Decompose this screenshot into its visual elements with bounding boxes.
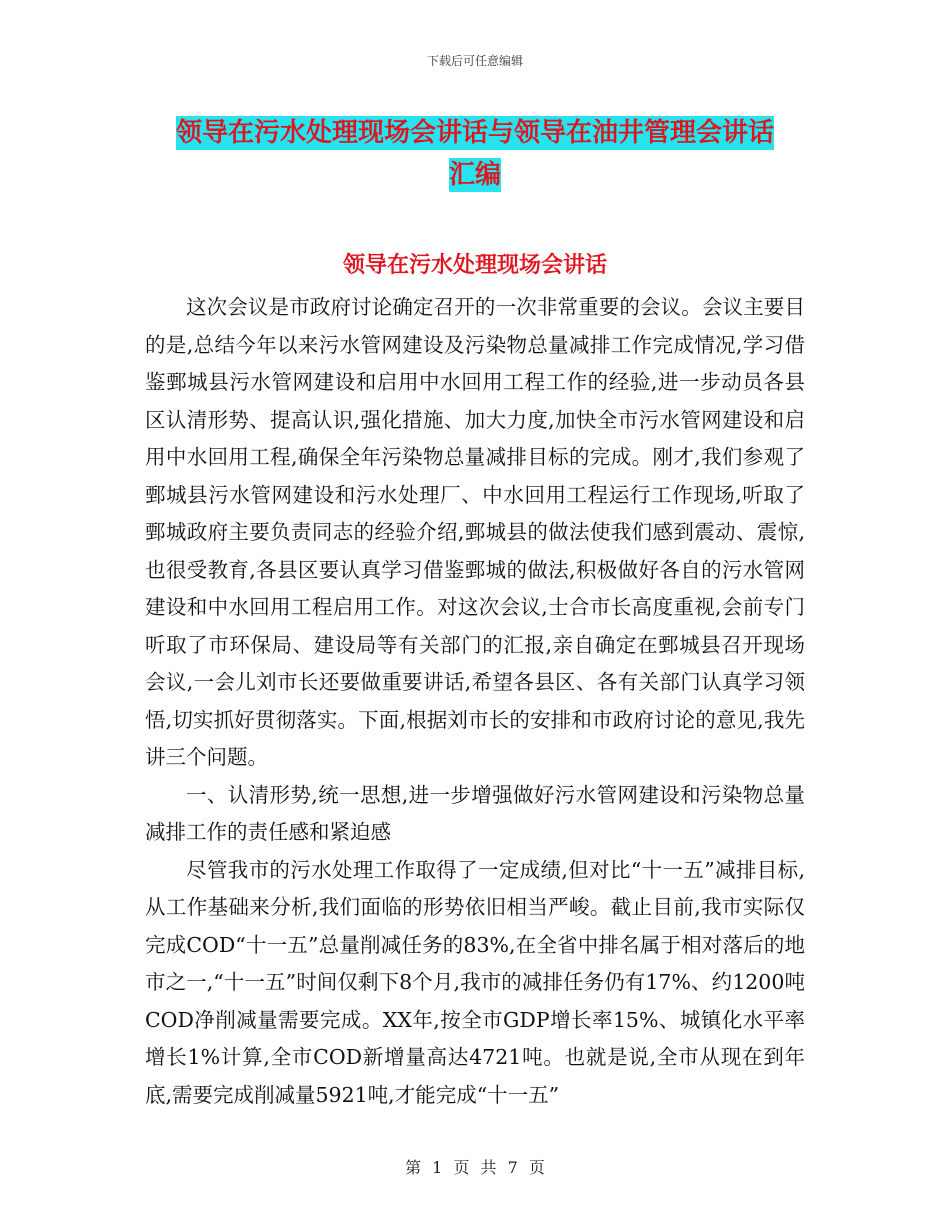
- body-text: [145, 289, 805, 1114]
- document-title-line-1: 领导在污水处理现场会讲话与领导在油井管理会讲话: [175, 118, 774, 148]
- page-number-footer: 第 1 页 共 7 页: [405, 1158, 545, 1177]
- paragraph-heading-one: 一、认清形势,统一思想,进一步增强做好污水管网建设和污染物总量减排工作的责任感和紧迫感: [145, 782, 805, 844]
- document-title: [145, 112, 805, 196]
- document-title-line-2: 汇编: [448, 160, 501, 190]
- section-title: 领导在污水处理现场会讲话: [342, 253, 607, 278]
- header-note: 下载后可任意编辑: [426, 54, 523, 68]
- paragraph-intro: 这次会议是市政府讨论确定召开的一次非常重要的会议。会议主要目的是,总结今年以来污水管网建设及污染物总量减排工作完成情况,学习借鉴鄄城县污水管网建设和启用中水回用工程工作的经验,进一步动员各县区认清形势、提高认识,强化措施、加大力度,加快全市污水管网建设和启用中水回用工程,确保全年污染物总量减排目标的完成。刚才,我们参观了鄄城县污水管网建设和污水处理厂、中水回用工程运行工作现场,听取了鄄城政府主要负责同志的经验介绍,鄄城县的做法使我们感到震动、震惊,也很受教育,各县区要认真学习借鉴鄄城的做法,积极做好各自的污水管网建设和中水回用工程启用工作。对这次会议,士合市长高度重视,会前专门听取了市环保局、建设局等有关部门的汇报,亲自确定在鄄城县召开现场会议,一会儿刘市长还要做重要讲话,希望各县区、各有关部门认真学习领悟,切实抓好贯彻落实。下面,根据刘市长的安排和市政府讨论的意见,我先讲三个问题。: [145, 295, 805, 769]
- paragraph-situation: 尽管我市的污水处理工作取得了一定成绩,但对比“十一五”减排目标,从工作基础来分析,我们面临的形势依旧相当严峻。截止目前,我市实际仅完成COD“十一五”总量削减任务的83%,在全省中排名属于相对落后的地市之一,“十一五”时间仅剩下8个月,我市的减排任务仍有17%、约1200吨COD净削减量需要完成。XX年,按全市GDP增长率15%、城镇化水平率增长1%计算,全市COD新增量高达4721吨。也就是说,全市从现在到年底,需要完成削减量5921吨,才能完成“十一五”: [145, 857, 805, 1107]
